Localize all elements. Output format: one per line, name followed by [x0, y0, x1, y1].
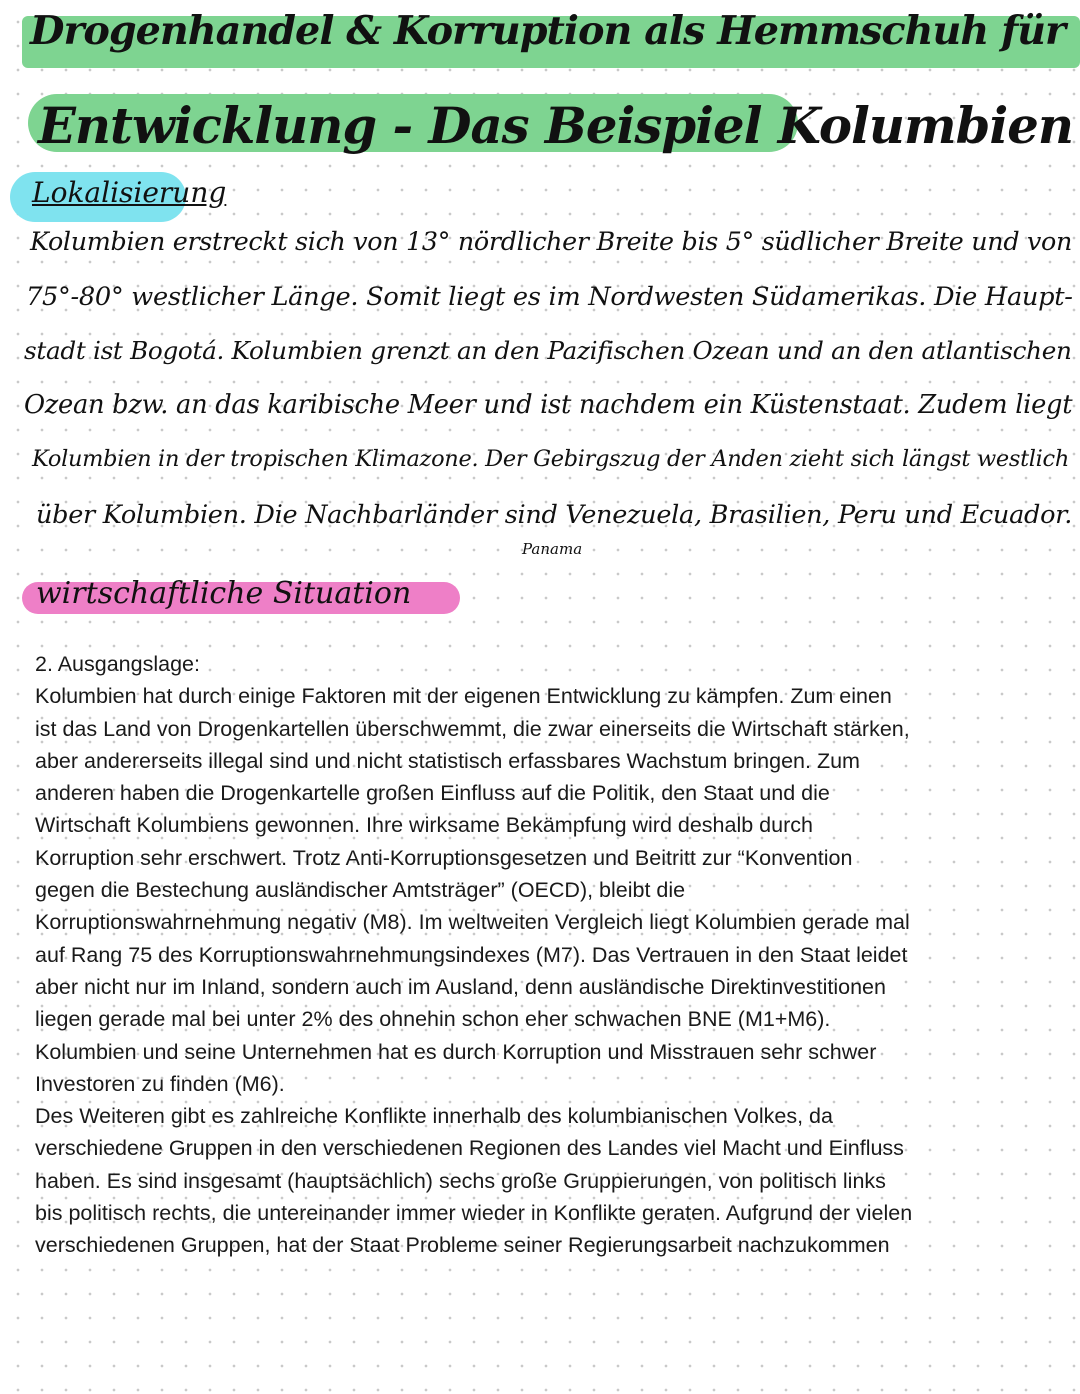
lokalisierung-line: Kolumbien in der tropischen Klimazone. Der Gebirgszug der Anden zieht sich längst westlich [32, 446, 1069, 472]
lokalisierung-line: Kolumbien erstreckt sich von 13° nördlicher Breite bis 5° südlicher Breite und von [30, 226, 1073, 256]
lokalisierung-line: Ozean bzw. an das karibische Meer und ist nachdem ein Küstenstaat. Zudem liegt [24, 390, 1073, 420]
text-line: ist das Land von Drogenkartellen überschwemmt, die zwar einerseits die Wirtschaft stärken, [35, 716, 910, 741]
lokalisierung-line: stadt ist Bogotá. Kolumbien grenzt an den Pazifischen Ozean und an den atlantischen [24, 336, 1072, 365]
section-heading-wirtschaft: wirtschaftliche Situation [36, 576, 412, 611]
text-line: Des Weiteren gibt es zahlreiche Konflikte innerhalb des kolumbianischen Volkes, da [35, 1104, 833, 1129]
page-title-line-2: Entwicklung - Das Beispiel Kolumbien [38, 96, 1073, 155]
text-line: auf Rang 75 des Korruptionswahrnehmungsindexes (M7). Das Vertrauen in den Staat leidet [35, 942, 908, 967]
text-line: aber andererseits illegal sind und nicht statistisch erfassbares Wachstum bringen. Zum [35, 748, 860, 773]
text-line: gegen die Bestechung ausländischer Amtsträger” (OECD), bleibt die [35, 878, 686, 903]
lokalisierung-insertion-note: Panama [522, 540, 583, 558]
text-line: haben. Es sind insgesamt (hauptsächlich) sechs große Gruppierungen, von politisch links [35, 1168, 886, 1193]
text-line: verschiedenen Gruppen, hat der Staat Probleme seiner Regierungsarbeit nachzukommen [35, 1233, 890, 1258]
text-line: aber nicht nur im Inland, sondern auch im Ausland, denn ausländische Direktinvestitionen [35, 974, 886, 999]
page-title-line-1: Drogenhandel & Korruption als Hemmschuh für [30, 8, 1065, 54]
text-line: anderen haben die Drogenkartelle großen Einfluss auf die Politik, den Staat und die [35, 781, 830, 806]
text-line: bis politisch rechts, die untereinander immer wieder in Konflikte geraten. Aufgrund der vielen [35, 1201, 913, 1226]
text-line: Kolumbien und seine Unternehmen hat es durch Korruption und Misstrauen sehr schwer [35, 1039, 877, 1064]
lokalisierung-line: 75°-80° westlicher Länge. Somit liegt es im Nordwesten Südamerikas. Die Haupt- [26, 282, 1073, 312]
text-line: verschiedene Gruppen in den verschiedenen Regionen des Landes viel Macht und Einfluss [35, 1136, 904, 1161]
text-line: Wirtschaft Kolumbiens gewonnen. Ihre wirksame Bekämpfung wird deshalb durch [35, 813, 813, 838]
section-heading-lokalisierung: Lokalisierung [32, 176, 227, 209]
text-line: Korruptionswahrnehmung negativ (M8). Im weltweiten Vergleich liegt Kolumbien gerade mal [35, 910, 910, 935]
text-line: Korruption sehr erschwert. Trotz Anti-Korruptionsgesetzen und Beitritt zur “Konvention [35, 845, 853, 870]
lokalisierung-line: über Kolumbien. Die Nachbarländer sind Venezuela, Brasilien, Peru und Ecuador. [36, 500, 1073, 530]
wirtschaft-typed-text [35, 648, 1020, 1262]
text-line: Investoren zu finden (M6). [35, 1071, 285, 1096]
text-line: liegen gerade mal bei unter 2% des ohnehin schon eher schwachen BNE (M1+M6). [35, 1007, 831, 1032]
text-line: 2. Ausgangslage: [35, 652, 200, 676]
text-line: Kolumbien hat durch einige Faktoren mit der eigenen Entwicklung zu kämpfen. Zum einen [35, 684, 892, 709]
